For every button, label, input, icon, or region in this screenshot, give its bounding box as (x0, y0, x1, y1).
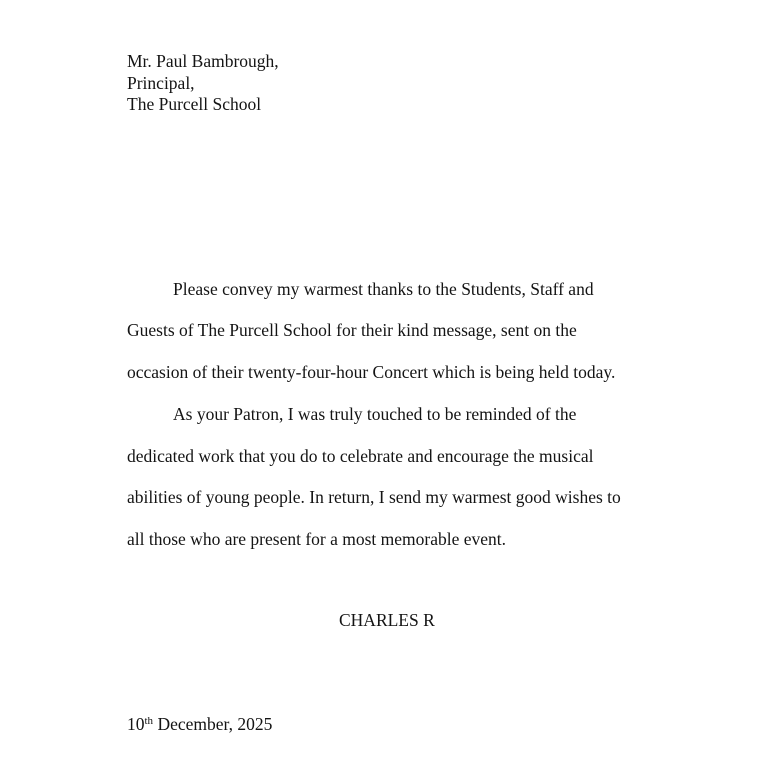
date-day: 10 (127, 714, 145, 734)
paragraph-1-line-1: Please convey my warmest thanks to the Students, Staff and (173, 279, 594, 299)
addressee-institution: The Purcell School (127, 94, 262, 114)
paragraph-2-line-1: As your Patron, I was truly touched to be reminded of the (173, 404, 577, 424)
paragraph-1-line-3: occasion of their twenty-four-hour Concert which is being held today. (127, 362, 616, 382)
paragraph-2-line-4: all those who are present for a most memorable event. (127, 529, 507, 549)
paragraph-1-line-2: Guests of The Purcell School for their kind message, sent on the (127, 320, 577, 340)
addressee-position: Principal, (127, 72, 195, 93)
signature: CHARLES R (339, 610, 435, 630)
date-ordinal-suffix: th (144, 715, 154, 727)
addressee-name: Mr. Paul Bambrough, (127, 51, 279, 71)
letter-date (127, 714, 272, 734)
date-rest: December, 2025 (153, 714, 273, 734)
paragraph-2-line-2: dedicated work that you do to celebrate and encourage the musical (127, 446, 594, 466)
addressee-block (127, 51, 279, 116)
paragraph-2-line-3: abilities of young people. In return, I send my warmest good wishes to (127, 487, 621, 507)
